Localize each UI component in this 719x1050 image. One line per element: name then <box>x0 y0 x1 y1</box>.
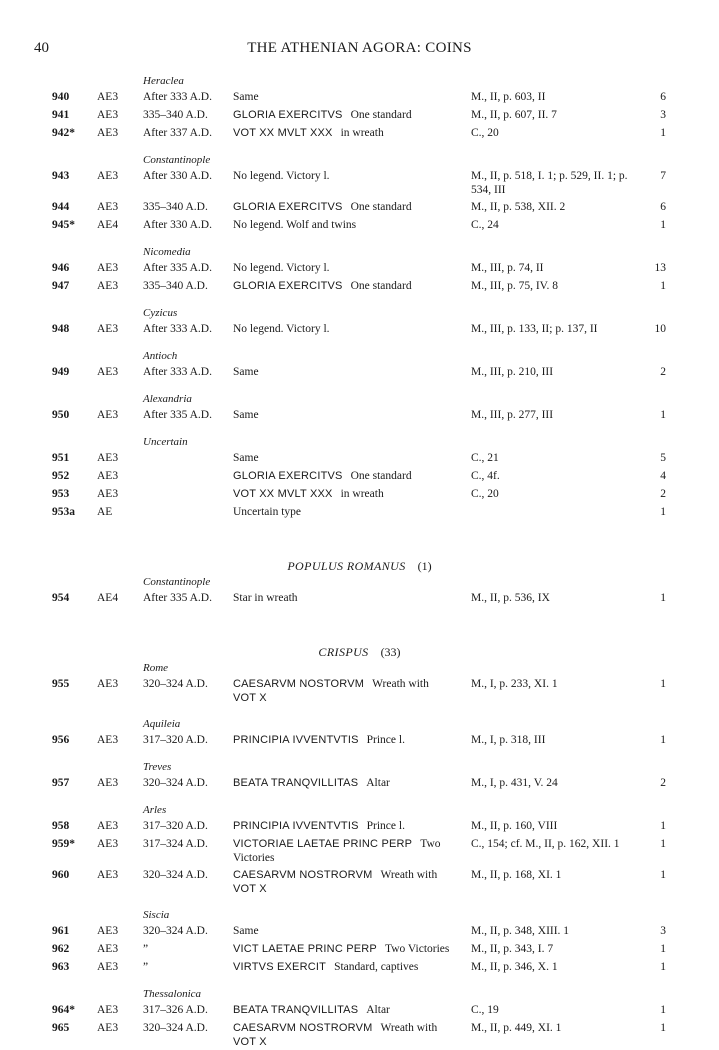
catalogue-number: 946 <box>52 262 70 274</box>
spacer <box>0 142 719 153</box>
reverse-description: One standard <box>350 201 412 213</box>
denomination: AE3 <box>97 869 119 881</box>
reverse-legend: VOT XX MVLT XXX <box>233 488 333 500</box>
reference: M., I, p. 233, XI. 1 <box>471 678 558 690</box>
running-title: THE ATHENIAN AGORA: COINS <box>247 40 472 56</box>
catalogue-row <box>0 106 719 124</box>
date-range: 320–324 A.D. <box>143 925 208 937</box>
date-range: 335–340 A.D. <box>143 109 208 121</box>
date-range: After 335 A.D. <box>143 409 212 421</box>
denomination: AE3 <box>97 170 119 182</box>
mint-heading <box>0 987 719 1001</box>
reference: M., III, p. 74, II <box>471 262 544 274</box>
catalogue-number: 951 <box>52 452 70 464</box>
reverse-description: Same <box>233 925 259 937</box>
reverse-legend-continued: VOT X <box>233 692 267 704</box>
date-range: After 333 A.D. <box>143 91 212 103</box>
spacer <box>0 521 719 557</box>
reference: M., I, p. 431, V. 24 <box>471 777 558 789</box>
date-range: 317–320 A.D. <box>143 820 208 832</box>
reverse-legend: VICTORIAE LAETAE PRINC PERP <box>233 838 413 850</box>
reverse-legend: CAESARVM NOSTORVM <box>233 678 365 690</box>
spacer <box>0 749 719 760</box>
catalogue-number: 949 <box>52 366 70 378</box>
catalogue-number: 953 <box>52 488 70 500</box>
reverse-description: Uncertain type <box>233 506 302 518</box>
specimen-count: 10 <box>654 323 666 335</box>
date-range: 317–320 A.D. <box>143 734 208 746</box>
reference: M., II, p. 518, I. 1; p. 529, II. 1; p. 534, III <box>471 170 628 196</box>
reverse-type <box>233 469 465 483</box>
spacer <box>0 976 719 987</box>
reference: C., 20 <box>471 488 499 500</box>
mint-name: Treves <box>143 761 172 773</box>
reverse-type <box>233 261 465 275</box>
spacer <box>0 424 719 435</box>
catalogue-number: 964* <box>52 1004 75 1016</box>
reverse-description: One standard <box>350 470 412 482</box>
denomination: AE3 <box>97 820 119 832</box>
catalogue-row <box>0 259 719 277</box>
catalogue-row <box>0 774 719 792</box>
reverse-description: Same <box>233 409 259 421</box>
catalogue-number: 960 <box>52 869 70 881</box>
reference: M., III, p. 277, III <box>471 409 554 421</box>
specimen-count: 13 <box>654 262 666 274</box>
mint-name: Uncertain <box>143 436 188 448</box>
reverse-type <box>233 819 465 833</box>
reverse-description: Two Victories <box>384 943 450 955</box>
denomination: AE4 <box>97 219 119 231</box>
catalogue-row <box>0 320 719 338</box>
date-range: 335–340 A.D. <box>143 280 208 292</box>
catalogue-number: 965 <box>52 1022 70 1034</box>
reverse-description: in wreath <box>340 488 384 500</box>
catalogue-row <box>0 198 719 216</box>
denomination: AE3 <box>97 366 119 378</box>
mint-heading <box>0 435 719 449</box>
mint-heading <box>0 392 719 406</box>
reverse-legend: VOT XX MVLT XXX <box>233 127 333 139</box>
specimen-count: 1 <box>660 219 666 231</box>
specimen-count: 3 <box>660 925 666 937</box>
mint-heading <box>0 306 719 320</box>
catalogue-number: 940 <box>52 91 70 103</box>
reference: M., II, p. 343, I. 7 <box>471 943 554 955</box>
date-range: 320–324 A.D. <box>143 869 208 881</box>
reverse-description: No legend. Wolf and twins <box>233 219 357 231</box>
reference: M., II, p. 607, II. 7 <box>471 109 557 121</box>
catalogue-number: 942* <box>52 127 75 139</box>
spacer <box>0 338 719 349</box>
spacer <box>0 792 719 803</box>
denomination: AE3 <box>97 262 119 274</box>
reverse-type <box>233 960 465 974</box>
mint-name: Aquileia <box>143 718 181 730</box>
reverse-type <box>233 591 465 605</box>
reverse-legend: GLORIA EXERCITVS <box>233 109 343 121</box>
spacer <box>0 295 719 306</box>
denomination: AE3 <box>97 678 119 690</box>
catalogue-row <box>0 817 719 835</box>
specimen-count: 1 <box>660 280 666 292</box>
reverse-type <box>233 924 465 938</box>
date-range: After 330 A.D. <box>143 170 212 182</box>
specimen-count: 1 <box>660 820 666 832</box>
reverse-legend: VIRTVS EXERCIT <box>233 961 327 973</box>
denomination: AE3 <box>97 409 119 421</box>
reference: M., II, p. 168, XI. 1 <box>471 869 562 881</box>
reverse-description: Prince l. <box>366 820 405 832</box>
catalogue-number: 941 <box>52 109 70 121</box>
catalogue-row <box>0 467 719 485</box>
reverse-type <box>233 837 465 865</box>
reference: M., II, p. 346, X. 1 <box>471 961 558 973</box>
catalogue-row <box>0 124 719 142</box>
denomination: AE3 <box>97 961 119 973</box>
catalogue-row <box>0 866 719 897</box>
specimen-count: 1 <box>660 506 666 518</box>
mint-name: Cyzicus <box>143 307 178 319</box>
denomination: AE3 <box>97 109 119 121</box>
mint-heading <box>0 908 719 922</box>
catalogue-entries <box>0 74 719 1050</box>
catalogue-row <box>0 167 719 198</box>
catalogue-row <box>0 449 719 467</box>
specimen-count: 1 <box>660 734 666 746</box>
denomination: AE3 <box>97 838 119 850</box>
denomination: AE4 <box>97 592 119 604</box>
reference: M., II, p. 160, VIII <box>471 820 558 832</box>
section-count: (33) <box>380 645 401 659</box>
reverse-type <box>233 169 465 183</box>
denomination: AE3 <box>97 1004 119 1016</box>
mint-name: Alexandria <box>143 393 192 405</box>
catalogue-row <box>0 922 719 940</box>
catalogue-number: 950 <box>52 409 70 421</box>
catalogue-row <box>0 406 719 424</box>
reverse-legend: PRINCIPIA IVVENTVTIS <box>233 734 359 746</box>
specimen-count: 1 <box>660 943 666 955</box>
catalogue-row <box>0 675 719 706</box>
reference: C., 154; cf. M., II, p. 162, XII. 1 <box>471 838 620 850</box>
section-name: CRISPUS <box>318 645 369 659</box>
specimen-count: 1 <box>660 127 666 139</box>
reverse-description: Wreath with <box>380 1022 438 1034</box>
reverse-type <box>233 408 465 422</box>
catalogue-number: 962 <box>52 943 70 955</box>
mint-name: Constantinople <box>143 576 211 588</box>
specimen-count: 1 <box>660 409 666 421</box>
catalogue-row <box>0 958 719 976</box>
denomination: AE3 <box>97 1022 119 1034</box>
specimen-count: 6 <box>660 91 666 103</box>
catalogue-row <box>0 731 719 749</box>
denomination: AE3 <box>97 91 119 103</box>
denomination: AE3 <box>97 452 119 464</box>
specimen-count: 1 <box>660 678 666 690</box>
reverse-type <box>233 776 465 790</box>
reverse-type <box>233 90 465 104</box>
specimen-count: 6 <box>660 201 666 213</box>
mint-heading <box>0 349 719 363</box>
section-count: (1) <box>417 559 432 573</box>
reverse-description: One standard <box>350 280 412 292</box>
denomination: AE3 <box>97 470 119 482</box>
reverse-type <box>233 942 465 956</box>
catalogue-row <box>0 1001 719 1019</box>
specimen-count: 1 <box>660 1004 666 1016</box>
catalogue-number: 961 <box>52 925 70 937</box>
reverse-legend: PRINCIPIA IVVENTVTIS <box>233 820 359 832</box>
catalogue-row <box>0 363 719 381</box>
spacer <box>0 234 719 245</box>
section-name: POPULUS ROMANUS <box>287 559 406 573</box>
mint-heading <box>0 153 719 167</box>
reverse-description: Altar <box>366 777 390 789</box>
date-range: After 333 A.D. <box>143 366 212 378</box>
specimen-count: 3 <box>660 109 666 121</box>
mint-name: Heraclea <box>143 75 184 87</box>
specimen-count: 1 <box>660 838 666 850</box>
catalogue-row <box>0 503 719 521</box>
specimen-count: 1 <box>660 592 666 604</box>
denomination: AE3 <box>97 777 119 789</box>
reverse-type <box>233 487 465 501</box>
reverse-description: in wreath <box>340 127 384 139</box>
reverse-legend-continued: VOT X <box>233 1036 267 1048</box>
date-range: After 335 A.D. <box>143 262 212 274</box>
spacer <box>0 607 719 643</box>
catalogue-number: 947 <box>52 280 70 292</box>
date-range: 320–324 A.D. <box>143 777 208 789</box>
catalogue-number: 959* <box>52 838 75 850</box>
date-range: 320–324 A.D. <box>143 1022 208 1034</box>
reverse-type <box>233 505 465 519</box>
page-number: 40 <box>34 40 49 56</box>
section-heading <box>0 557 719 575</box>
reverse-legend-continued: VOT X <box>233 883 267 895</box>
reference: M., II, p. 348, XIII. 1 <box>471 925 570 937</box>
reverse-legend: VICT LAETAE PRINC PERP <box>233 943 377 955</box>
specimen-count: 2 <box>660 488 666 500</box>
date-range: ” <box>143 943 149 955</box>
catalogue-row <box>0 940 719 958</box>
reference: C., 19 <box>471 1004 499 1016</box>
reference: M., III, p. 133, II; p. 137, II <box>471 323 598 335</box>
specimen-count: 5 <box>660 452 666 464</box>
catalogue-number: 948 <box>52 323 70 335</box>
reference: C., 4f. <box>471 470 500 482</box>
catalogue-number: 958 <box>52 820 70 832</box>
mint-heading <box>0 245 719 259</box>
date-range: 317–324 A.D. <box>143 838 208 850</box>
catalogue-number: 943 <box>52 170 70 182</box>
reference: M., II, p. 449, XI. 1 <box>471 1022 562 1034</box>
spacer <box>0 381 719 392</box>
reverse-type <box>233 1021 465 1049</box>
denomination: AE <box>97 506 113 518</box>
mint-name: Thessalonica <box>143 988 202 1000</box>
reverse-legend: GLORIA EXERCITVS <box>233 280 343 292</box>
reverse-description: Altar <box>366 1004 390 1016</box>
catalogue-row <box>0 277 719 295</box>
reverse-description: Two Victories <box>233 838 441 864</box>
catalogue-number: 944 <box>52 201 70 213</box>
catalogue-row <box>0 88 719 106</box>
reverse-legend: CAESARVM NOSTRORVM <box>233 1022 373 1034</box>
reverse-description: Same <box>233 452 259 464</box>
date-range: After 333 A.D. <box>143 323 212 335</box>
reverse-description: Same <box>233 91 259 103</box>
denomination: AE3 <box>97 127 119 139</box>
denomination: AE3 <box>97 323 119 335</box>
catalogue-number: 955 <box>52 678 70 690</box>
date-range: ” <box>143 961 149 973</box>
catalogue-row <box>0 589 719 607</box>
reverse-description: No legend. Victory l. <box>233 170 330 182</box>
mint-heading <box>0 575 719 589</box>
reverse-type <box>233 279 465 293</box>
mint-name: Nicomedia <box>143 246 191 258</box>
reference: C., 20 <box>471 127 499 139</box>
reverse-description: Wreath with <box>380 869 438 881</box>
reverse-type <box>233 1003 465 1017</box>
reverse-type <box>233 733 465 747</box>
specimen-count: 2 <box>660 777 666 789</box>
specimen-count: 1 <box>660 961 666 973</box>
catalogue-number: 954 <box>52 592 70 604</box>
mint-name: Constantinople <box>143 154 211 166</box>
reverse-type <box>233 126 465 140</box>
denomination: AE3 <box>97 201 119 213</box>
reverse-type <box>233 200 465 214</box>
reverse-type <box>233 451 465 465</box>
mint-name: Antioch <box>143 350 178 362</box>
reverse-description: Standard, captives <box>334 961 419 973</box>
date-range: 317–326 A.D. <box>143 1004 208 1016</box>
reverse-type <box>233 108 465 122</box>
date-range: After 330 A.D. <box>143 219 212 231</box>
reference: M., II, p. 538, XII. 2 <box>471 201 566 213</box>
mint-name: Siscia <box>143 909 170 921</box>
mint-name: Rome <box>143 662 169 674</box>
reference: C., 24 <box>471 219 499 231</box>
reverse-description: No legend. Victory l. <box>233 323 330 335</box>
denomination: AE3 <box>97 734 119 746</box>
reference: M., II, p. 536, IX <box>471 592 550 604</box>
reverse-description: Same <box>233 366 259 378</box>
date-range: 320–324 A.D. <box>143 678 208 690</box>
denomination: AE3 <box>97 488 119 500</box>
reverse-legend: CAESARVM NOSTRORVM <box>233 869 373 881</box>
specimen-count: 4 <box>660 470 666 482</box>
reference: C., 21 <box>471 452 499 464</box>
catalogue-row <box>0 835 719 866</box>
reverse-type <box>233 677 465 705</box>
mint-heading <box>0 74 719 88</box>
denomination: AE3 <box>97 280 119 292</box>
spacer <box>0 897 719 908</box>
reverse-type <box>233 322 465 336</box>
mint-heading <box>0 803 719 817</box>
reverse-legend: GLORIA EXERCITVS <box>233 201 343 213</box>
denomination: AE3 <box>97 943 119 955</box>
catalogue-row <box>0 216 719 234</box>
catalogue-number: 956 <box>52 734 70 746</box>
catalogue-row <box>0 485 719 503</box>
date-range: After 337 A.D. <box>143 127 212 139</box>
reference: M., III, p. 210, III <box>471 366 554 378</box>
reverse-description: Star in wreath <box>233 592 298 604</box>
catalogue-number: 963 <box>52 961 70 973</box>
catalogue-number: 945* <box>52 219 75 231</box>
reverse-legend: GLORIA EXERCITVS <box>233 470 343 482</box>
reverse-type <box>233 868 465 896</box>
reverse-description: One standard <box>350 109 412 121</box>
catalogue-number: 957 <box>52 777 70 789</box>
mint-heading <box>0 760 719 774</box>
date-range: After 335 A.D. <box>143 592 212 604</box>
mint-name: Arles <box>143 804 167 816</box>
reference: M., III, p. 75, IV. 8 <box>471 280 558 292</box>
reverse-description: No legend. Victory l. <box>233 262 330 274</box>
specimen-count: 1 <box>660 869 666 881</box>
reverse-description: Wreath with <box>372 678 429 690</box>
denomination: AE3 <box>97 925 119 937</box>
reverse-legend: BEATA TRANQVILLITAS <box>233 777 359 789</box>
reverse-legend: BEATA TRANQVILLITAS <box>233 1004 359 1016</box>
catalogue-number: 952 <box>52 470 70 482</box>
specimen-count: 1 <box>660 1022 666 1034</box>
reference: M., II, p. 603, II <box>471 91 546 103</box>
reference: M., I, p. 318, III <box>471 734 546 746</box>
mint-heading <box>0 661 719 675</box>
date-range: 335–340 A.D. <box>143 201 208 213</box>
catalogue-number: 953a <box>52 506 75 518</box>
reverse-type <box>233 365 465 379</box>
specimen-count: 2 <box>660 366 666 378</box>
reverse-type <box>233 218 465 232</box>
mint-heading <box>0 717 719 731</box>
section-heading <box>0 643 719 661</box>
specimen-count: 7 <box>660 170 666 182</box>
reverse-description: Prince l. <box>366 734 405 746</box>
spacer <box>0 706 719 717</box>
